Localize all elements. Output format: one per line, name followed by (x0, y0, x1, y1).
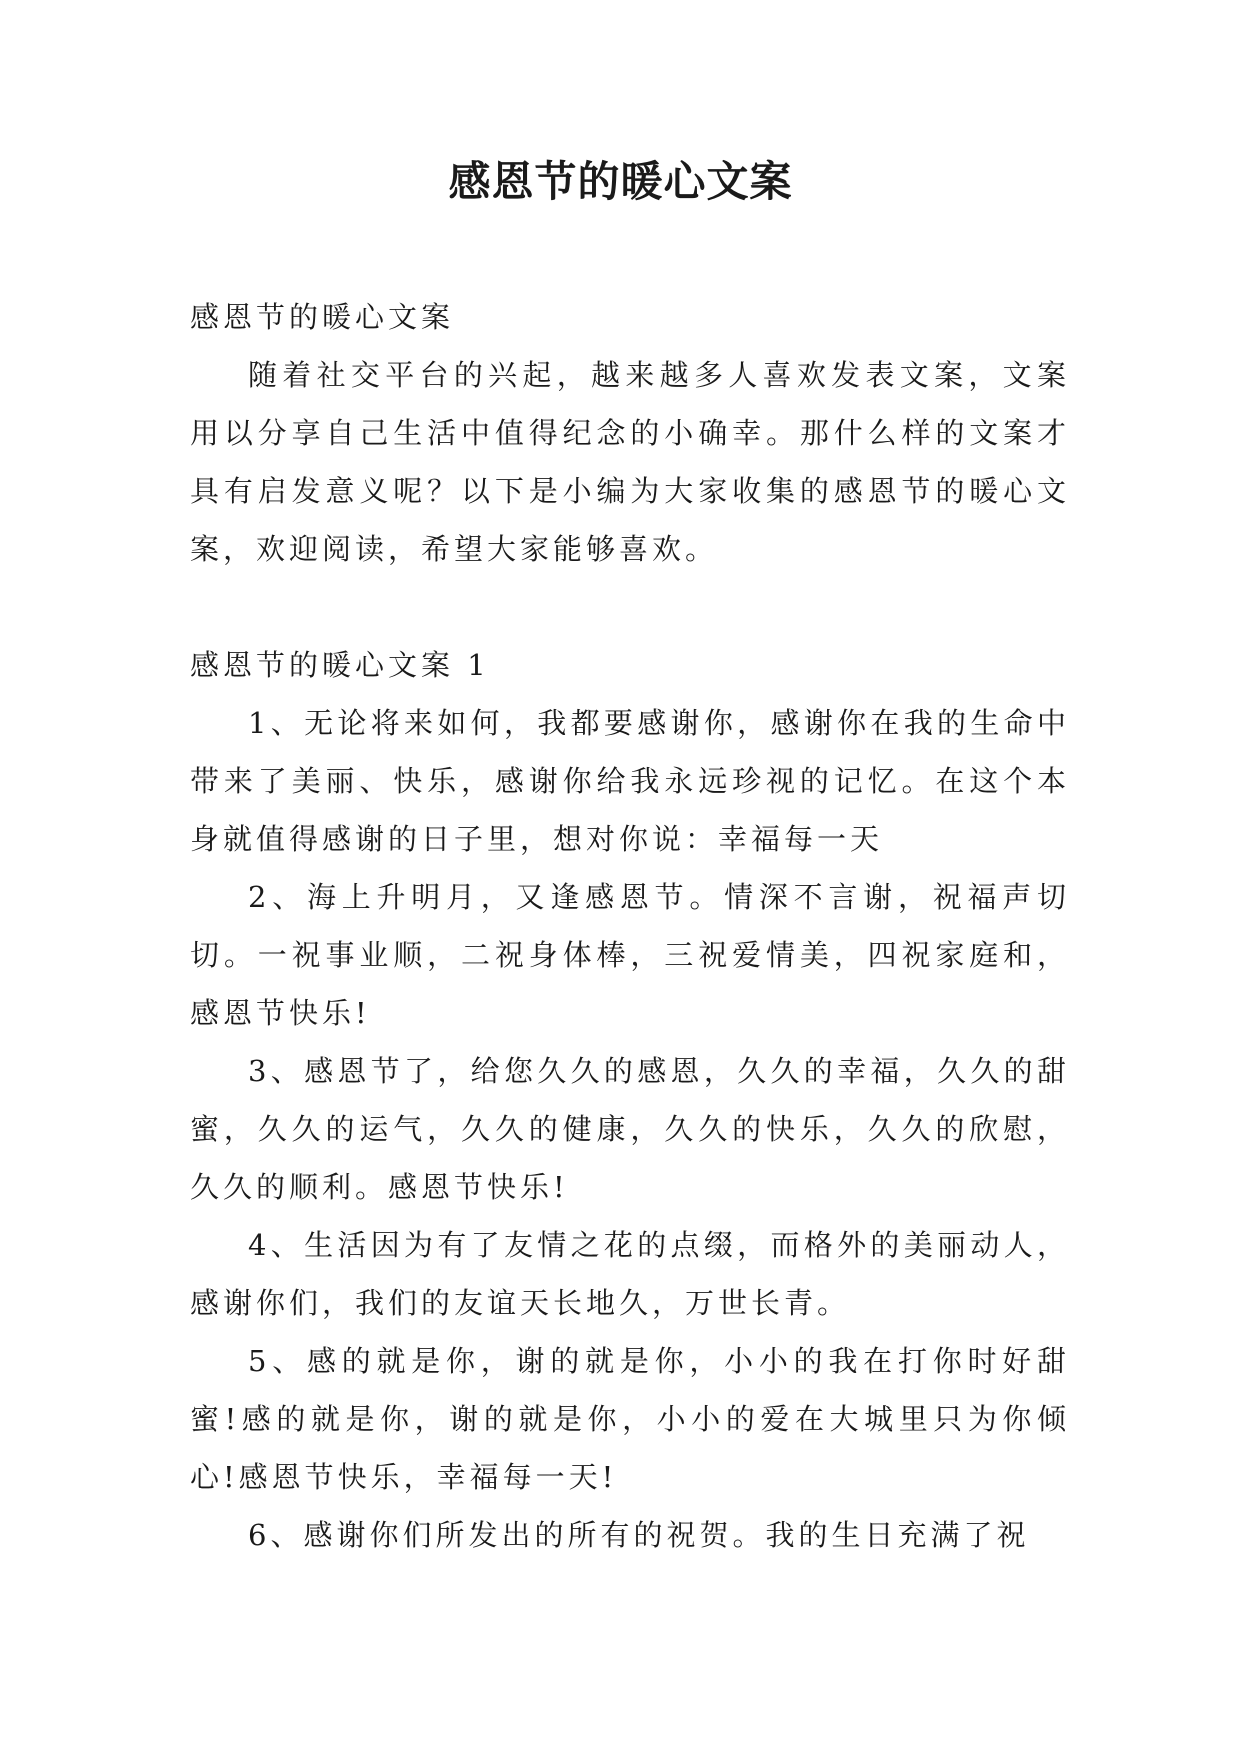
subtitle-heading: 感恩节的暖心文案 (190, 300, 455, 334)
list-item: 3、感恩节了，给您久久的感恩，久久的幸福，久久的甜蜜，久久的运气，久久的健康，久久的快乐，久久的欣慰，久久的顺利。感恩节快乐! (190, 1054, 1070, 1204)
document-title: 感恩节的暖心文案 (448, 157, 793, 206)
paragraph-gap (190, 578, 1070, 636)
list-item: 6、感谢你们所发出的所有的祝贺。我的生日充满了祝 (248, 1518, 1030, 1552)
list-item: 5、感的就是你，谢的就是你，小小的我在打你时好甜蜜!感的就是你，谢的就是你，小小的爱在大城里只为你倾心!感恩节快乐，幸福每一天! (190, 1344, 1070, 1494)
list-item: 4、生活因为有了友情之花的点缀，而格外的美丽动人，感谢你们，我们的友谊天长地久，万世长青。 (190, 1228, 1070, 1320)
section-heading: 感恩节的暖心文案 1 (190, 648, 490, 682)
document-body (190, 288, 1070, 1564)
list-item: 1、无论将来如何，我都要感谢你，感谢你在我的生命中带来了美丽、快乐，感谢你给我永远珍视的记忆。在这个本身就值得感谢的日子里，想对你说：幸福每一天 (190, 706, 1070, 856)
intro-paragraph: 随着社交平台的兴起，越来越多人喜欢发表文案，文案用以分享自己生活中值得纪念的小确幸。那什么样的文案才具有启发意义呢？以下是小编为大家收集的感恩节的暖心文案，欢迎阅读，希望大家能够喜欢。 (190, 358, 1070, 566)
list-item: 2、海上升明月，又逢感恩节。情深不言谢，祝福声切切。一祝事业顺，二祝身体棒，三祝爱情美，四祝家庭和，感恩节快乐! (190, 880, 1070, 1030)
